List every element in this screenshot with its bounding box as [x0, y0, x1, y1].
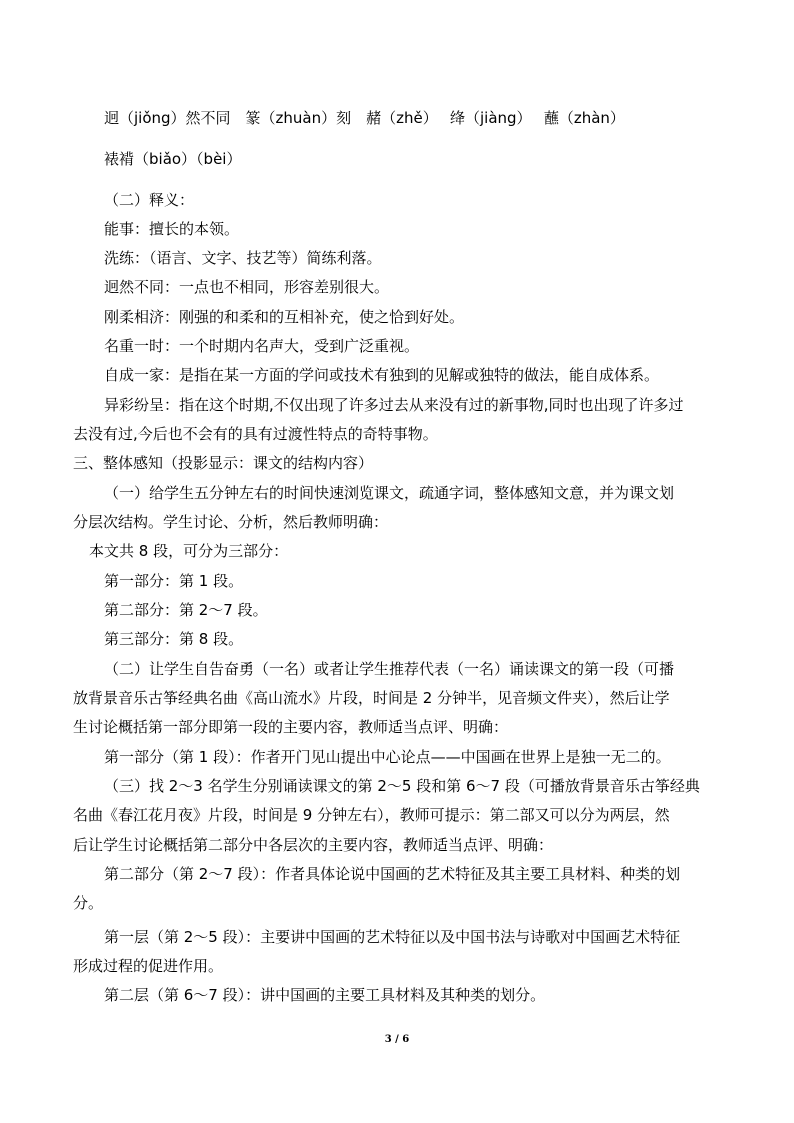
paragraph: 第一层（第 2～5 段）：主要讲中国画的艺术特征以及中国书法与诗歌对中国画艺术特征 — [104, 928, 681, 946]
paragraph-continuation: 分层次结构。学生讨论、分析，然后教师明确： — [73, 513, 389, 531]
paragraph: 第一部分（第 1 段）：作者开门见山提出中心论点——中国画在世界上是独一无二的。 — [104, 748, 671, 766]
definition-item: 自成一家：是指在某一方面的学问或技术有独到的见解或独特的做法，能自成体系。 — [104, 366, 660, 384]
definition-item: 迥然不同：一点也不相同，形容差别很大。 — [104, 278, 390, 296]
definition-item: 洗练：（语言、文字、技艺等）简练利落。 — [104, 249, 382, 267]
paragraph: 本文共 8 段，可分为三部分： — [89, 542, 289, 560]
paragraph-continuation: 形成过程的促进作用。 — [73, 957, 224, 975]
paragraph-continuation: 名曲《春江花月夜》片段，时间是 9 分钟左右），教师可提示：第二部又可以分为两层，然 — [73, 806, 670, 824]
paragraph: （三）找 2～3 名学生分别诵读课文的第 2～5 段和第 6～7 段（可播放背景音乐古筝经典 — [104, 777, 700, 795]
paragraph-continuation: 放背景音乐古筝经典名曲《高山流水》片段，时间是 2 分钟半，见音频文件夹），然后让学 — [73, 689, 670, 707]
section-heading-overview: 三、整体感知（投影显示：课文的结构内容） — [73, 454, 374, 472]
definition-item: 名重一时：一个时期内名声大，受到广泛重视。 — [104, 337, 420, 355]
paragraph: （二）让学生自告奋勇（一名）或者让学生推荐代表（一名）诵读课文的第一段（可播 — [104, 660, 675, 678]
pinyin-line-2: 裱褙（biǎo）（bèi） — [104, 150, 242, 168]
section-heading-definitions: （二）释义： — [104, 191, 195, 209]
paragraph: 第二部分（第 2～7 段）：作者具体论说中国画的艺术特征及其主要工具材料、种类的划 — [104, 865, 681, 883]
definition-item: 刚柔相济：刚强的和柔和的互相补充，使之恰到好处。 — [104, 308, 465, 326]
paragraph: （一）给学生五分钟左右的时间快速浏览课文，疏通字词，整体感知文意，并为课文划 — [104, 484, 675, 502]
paragraph-continuation: 分。 — [73, 894, 104, 912]
definition-item: 异彩纷呈：指在这个时期,不仅出现了许多过去从来没有过的新事物,同时也出现了许多过 — [104, 396, 684, 414]
structure-item: 第二部分：第 2～7 段。 — [104, 601, 268, 619]
structure-item: 第三部分：第 8 段。 — [104, 630, 244, 648]
paragraph-continuation: 后让学生讨论概括第二部分中各层次的主要内容，教师适当点评、明确： — [73, 836, 554, 854]
paragraph-continuation: 去没有过,今后也不会有的具有过渡性特点的奇特事物。 — [73, 425, 438, 443]
page-number: 3 / 6 — [384, 1034, 410, 1045]
paragraph-continuation: 生讨论概括第一部分即第一段的主要内容，教师适当点评、明确： — [73, 718, 509, 736]
paragraph: 第二层（第 6～7 段）：讲中国画的主要工具材料及其种类的划分。 — [104, 986, 546, 1004]
pinyin-line-1: 迥（jiǒng）然不同 篆（zhuàn）刻 赭（zhě） 绛（jiàng） 蘸（zhàn） — [104, 109, 625, 127]
structure-item: 第一部分：第 1 段。 — [104, 572, 244, 590]
definition-item: 能事：擅长的本领。 — [104, 220, 240, 238]
